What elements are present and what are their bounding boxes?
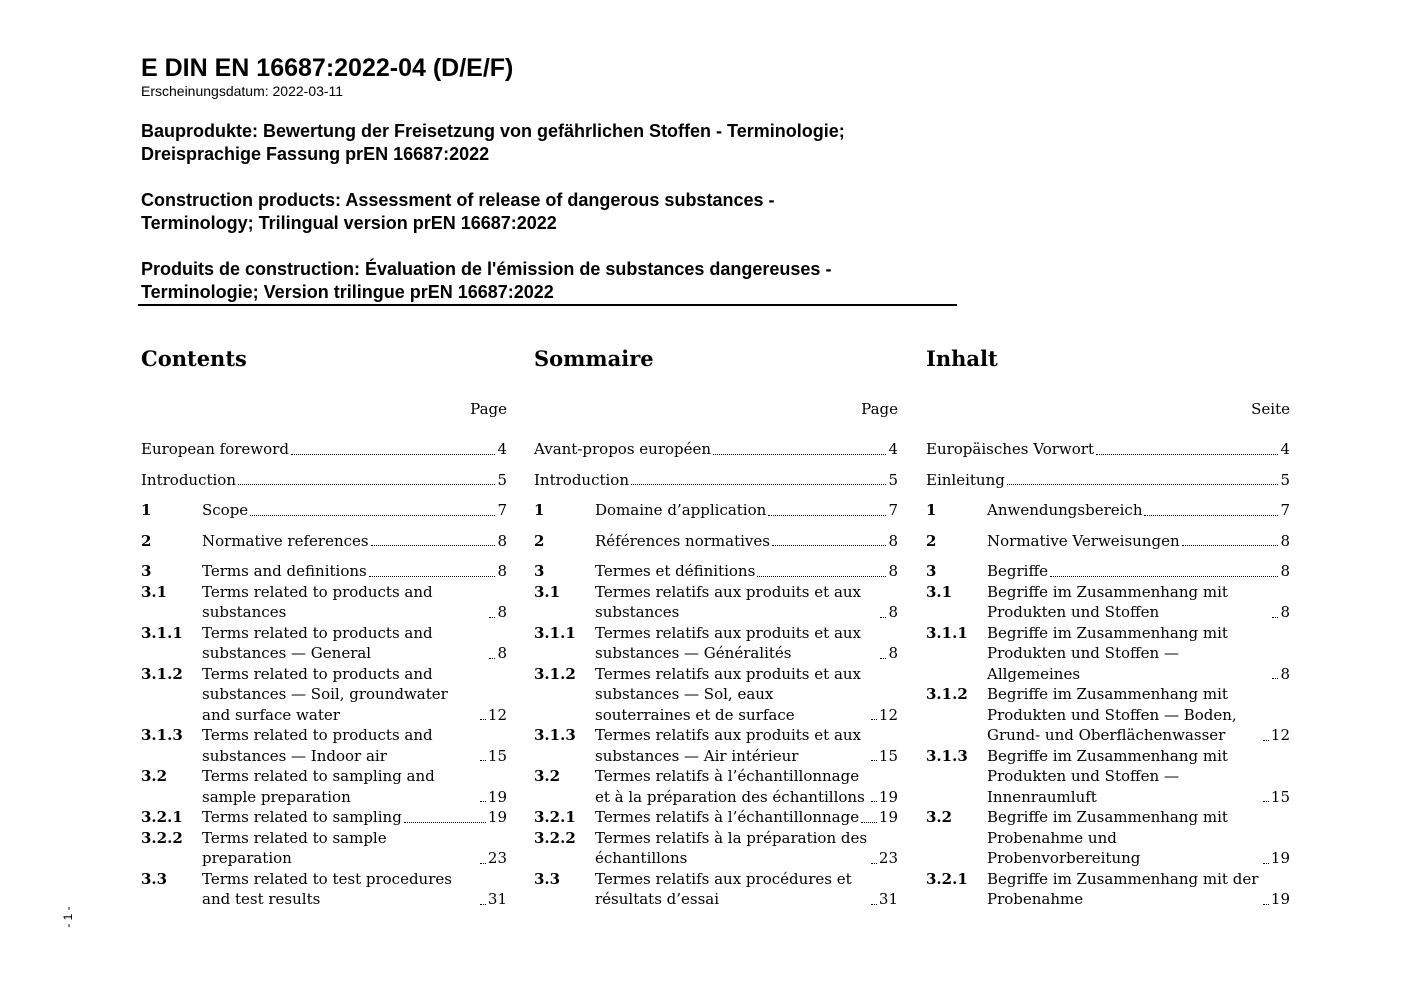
toc-entry-number: 3.2	[926, 808, 953, 826]
dot-leader	[1272, 678, 1278, 679]
toc-entry-number: 3.1.2	[141, 664, 183, 683]
dot-leader	[480, 801, 486, 802]
toc-entry-number: 3.2	[141, 767, 168, 785]
page-number: - 1 -	[61, 906, 75, 928]
toc-entry[interactable]	[926, 807, 1290, 869]
toc-entry-title: Termes relatifs aux produits et aux substances — Sol, eaux souterraines et de surface	[595, 664, 862, 724]
dot-leader	[880, 617, 886, 618]
toc-entry[interactable]	[141, 725, 507, 766]
toc-entry[interactable]	[534, 582, 898, 623]
header-divider	[138, 304, 957, 306]
dot-leader	[631, 484, 886, 485]
toc-entry-page: 4	[1280, 440, 1290, 458]
toc-entry-title: Termes relatifs à l’échantillonnage et à la préparation des échantillons	[595, 767, 865, 806]
toc-entry-number: 1	[926, 501, 937, 519]
toc-entry-page: 8	[497, 531, 507, 550]
toc-entry[interactable]	[534, 828, 898, 869]
toc-entry-title: Normative references	[202, 531, 369, 550]
dot-leader	[1263, 801, 1269, 802]
dot-leader	[1272, 617, 1278, 618]
dot-leader	[1182, 545, 1279, 546]
toc-entry[interactable]	[534, 664, 898, 726]
toc-entry-number: 2	[926, 531, 937, 550]
toc-entry-title: Terms related to sampling and sample preparation	[202, 767, 435, 806]
toc-entry-page: 7	[497, 501, 507, 519]
toc-entry-page: 8	[497, 562, 507, 580]
dot-leader	[250, 515, 495, 516]
toc-german	[926, 345, 1290, 910]
page-column-label: Page	[470, 400, 507, 418]
page-column-label: Page	[861, 400, 898, 418]
toc-entry-title: Termes et définitions	[595, 562, 756, 580]
title-english	[141, 189, 774, 235]
dot-leader	[480, 904, 486, 905]
toc-entry-number: 3.2.1	[141, 808, 183, 826]
toc-entry-title: Terms related to products and substances — Indoor air	[202, 726, 433, 765]
dot-leader	[404, 822, 486, 823]
toc-entries	[141, 439, 507, 910]
toc-entry-page: 31	[878, 890, 898, 908]
toc-entry-title: Begriffe im Zusammenhang mit Produkten und Stoffen — Innenraumluft	[987, 746, 1228, 806]
toc-entry-page: 8	[1280, 664, 1290, 683]
toc-entry-number: 3	[534, 562, 545, 580]
toc-entry[interactable]	[534, 531, 898, 552]
toc-entry-number: 2	[534, 531, 545, 550]
toc-entry-page: 15	[487, 746, 507, 765]
toc-entry-title: Références normatives	[595, 531, 770, 550]
toc-entry[interactable]	[534, 766, 898, 807]
toc-entry-title: Begriffe im Zusammenhang mit Probenahme und Probenvorbereitung	[987, 808, 1228, 867]
toc-entry-title: Introduction	[141, 470, 236, 489]
toc-entry-title: Termes relatifs à la préparation des échantillons	[595, 828, 868, 867]
toc-entry[interactable]	[534, 623, 898, 664]
toc-entry-title: Introduction	[534, 470, 629, 489]
title-french	[141, 258, 831, 304]
toc-entry-page: 8	[497, 644, 507, 662]
dot-leader	[369, 576, 496, 577]
dot-leader	[768, 515, 886, 516]
dot-leader	[871, 719, 877, 720]
toc-entry-page: 8	[888, 531, 898, 550]
toc-entry-page: 12	[487, 705, 507, 724]
toc-entry[interactable]	[141, 500, 507, 521]
toc-entry-page: 19	[487, 808, 507, 826]
dot-leader	[772, 545, 886, 546]
toc-entry-page: 31	[487, 890, 507, 908]
toc-entry-title: Normative Verweisungen	[987, 531, 1180, 550]
dot-leader	[291, 454, 496, 455]
toc-entry-number: 3.1	[141, 582, 168, 601]
toc-entry[interactable]	[141, 531, 507, 552]
dot-leader	[371, 545, 496, 546]
dot-leader	[238, 484, 495, 485]
toc-entry-number: 3	[141, 562, 152, 580]
toc-entry-title: Domaine d’application	[595, 501, 767, 519]
toc-entry-title: Avant-propos européen	[534, 440, 712, 458]
toc-entry-page: 8	[888, 644, 898, 662]
dot-leader	[1263, 904, 1269, 905]
toc-entry-page: 19	[878, 808, 898, 826]
dot-leader	[871, 904, 877, 905]
toc-entry-page: 7	[1280, 501, 1290, 519]
toc-entry-page: 19	[487, 787, 507, 806]
title-german	[141, 120, 845, 166]
toc-entry-number: 3.1.1	[534, 623, 576, 642]
toc-entry-page: 8	[1280, 531, 1290, 550]
toc-entry-page: 8	[888, 562, 898, 580]
toc-entry[interactable]	[141, 807, 507, 828]
toc-entry[interactable]	[534, 725, 898, 766]
toc-entry[interactable]	[926, 869, 1290, 910]
toc-entry[interactable]	[534, 500, 898, 521]
toc-entry-number: 3.1	[926, 582, 953, 601]
toc-entry-title: Termes relatifs aux produits et aux substances	[595, 582, 862, 621]
dot-leader	[489, 658, 495, 659]
toc-entry[interactable]	[926, 746, 1290, 808]
toc-entry-title: Terms related to products and substances	[202, 582, 433, 621]
page-column-label: Seite	[1251, 400, 1290, 418]
toc-entry-number: 3.1.1	[141, 623, 183, 642]
toc-entry-title: Terms and definitions	[202, 562, 367, 580]
toc-entry-title: Europäisches Vorwort	[926, 440, 1094, 458]
toc-entry[interactable]	[926, 623, 1290, 685]
dot-leader	[1096, 454, 1278, 455]
toc-entry-page: 8	[1280, 603, 1290, 621]
toc-entry-number: 3.1.1	[926, 623, 968, 642]
title-french-line-2: Terminologie; Version trilingue prEN 16687:2022	[141, 282, 554, 302]
dot-leader	[1007, 484, 1279, 485]
title-english-line-1: Construction products: Assessment of release of dangerous substances -	[141, 190, 775, 210]
toc-entry-title: Terms related to sampling	[202, 808, 402, 826]
dot-leader	[757, 576, 886, 577]
dot-leader	[861, 822, 877, 823]
title-french-line-1: Produits de construction: Évaluation de l'émission de substances dangereuses -	[141, 259, 832, 279]
toc-entry[interactable]	[926, 561, 1290, 582]
toc-entry-title: Begriffe im Zusammenhang mit der Probenahme	[987, 869, 1259, 908]
toc-entry-page: 7	[888, 501, 898, 519]
toc-entry-page: 8	[1280, 562, 1290, 580]
toc-entry-number: 3.1	[534, 582, 561, 601]
toc-entry-number: 3.1.2	[926, 685, 968, 703]
dot-leader	[1263, 863, 1269, 864]
dot-leader	[480, 719, 486, 720]
toc-entry[interactable]	[141, 664, 507, 726]
toc-entry-page: 19	[878, 787, 898, 806]
publication-date: Erscheinungsdatum: 2022-03-11	[141, 83, 344, 99]
toc-entry-page: 12	[878, 705, 898, 724]
toc-entry-number: 1	[534, 501, 545, 519]
document-id: E DIN EN 16687:2022-04 (D/E/F)	[141, 54, 514, 82]
toc-entry-page: 4	[497, 440, 507, 458]
title-german-line-1: Bauprodukte: Bewertung der Freisetzung von gefährlichen Stoffen - Terminologie;	[141, 121, 845, 141]
toc-entry[interactable]	[534, 807, 898, 828]
dot-leader	[713, 454, 886, 455]
toc-entry-number: 3.1.2	[534, 664, 576, 683]
toc-entry-title: Termes relatifs aux produits et aux substances — Généralités	[595, 623, 862, 662]
toc-entry-page: 5	[1280, 470, 1290, 489]
toc-entry-title: Termes relatifs aux procédures et résultats d’essai	[595, 869, 852, 908]
toc-entry[interactable]	[926, 470, 1290, 491]
toc-entry-title: Einleitung	[926, 470, 1005, 489]
toc-entry-title: Begriffe im Zusammenhang mit Produkten und Stoffen	[987, 582, 1228, 621]
toc-heading: Sommaire	[534, 346, 654, 371]
toc-entry[interactable]	[534, 439, 898, 460]
toc-entry-title: Termes relatifs aux produits et aux substances — Air intérieur	[595, 726, 862, 765]
toc-entry[interactable]	[534, 470, 898, 491]
toc-entry-title: Scope	[202, 501, 249, 519]
toc-entry[interactable]	[141, 582, 507, 623]
toc-entry[interactable]	[926, 439, 1290, 460]
dot-leader	[871, 801, 877, 802]
toc-entry-title: Termes relatifs à l’échantillonnage	[595, 808, 860, 826]
toc-entry-number: 3.3	[534, 869, 561, 888]
toc-entry-title: Terms related to products and substances — Soil, groundwater and surface water	[202, 664, 448, 724]
dot-leader	[480, 863, 486, 864]
toc-entry-title: Terms related to sample preparation	[202, 828, 387, 867]
toc-entry-page: 5	[497, 470, 507, 489]
toc-entry[interactable]	[926, 582, 1290, 623]
dot-leader	[480, 760, 486, 761]
toc-entry[interactable]	[141, 623, 507, 664]
toc-entry-title: Begriffe	[987, 562, 1049, 580]
toc-entry-page: 15	[1270, 787, 1290, 806]
toc-heading: Inhalt	[926, 346, 998, 371]
toc-entries	[534, 439, 898, 910]
toc-entry-title: Anwendungsbereich	[987, 501, 1143, 519]
dot-leader	[1263, 740, 1269, 741]
toc-entry-number: 3.1.3	[141, 726, 183, 744]
toc-entry[interactable]	[141, 470, 507, 491]
dot-leader	[871, 863, 877, 864]
toc-entry-title: European foreword	[141, 440, 289, 458]
toc-entry[interactable]	[534, 561, 898, 582]
toc-entry[interactable]	[141, 828, 507, 869]
toc-entries	[926, 439, 1290, 910]
toc-entry-page: 5	[888, 470, 898, 489]
title-english-line-2: Terminology; Trilingual version prEN 16687:2022	[141, 213, 557, 233]
toc-french	[534, 345, 898, 910]
dot-leader	[880, 658, 886, 659]
toc-entry-number: 3.2	[534, 767, 561, 785]
toc-entry-number: 1	[141, 501, 152, 519]
toc-entry-page: 23	[487, 849, 507, 867]
toc-entry[interactable]	[141, 869, 507, 910]
toc-entry-number: 3.2.2	[534, 828, 576, 847]
toc-entry-page: 8	[888, 603, 898, 621]
title-german-line-2: Dreisprachige Fassung prEN 16687:2022	[141, 144, 490, 164]
toc-entry[interactable]	[926, 531, 1290, 552]
toc-entry[interactable]	[926, 500, 1290, 521]
toc-entry-title: Begriffe im Zusammenhang mit Produkten und Stoffen — Boden, Grund- und Oberflächenwasser	[987, 685, 1237, 744]
toc-entry-number: 3	[926, 562, 937, 580]
toc-entry[interactable]	[141, 561, 507, 582]
toc-entry-page: 12	[1270, 726, 1290, 744]
toc-entry[interactable]	[926, 684, 1290, 746]
document-header	[141, 54, 971, 302]
toc-entry-page: 19	[1270, 890, 1290, 908]
dot-leader	[489, 617, 495, 618]
toc-entry-number: 3.2.2	[141, 828, 183, 847]
toc-entry[interactable]	[534, 869, 898, 910]
toc-entry-page: 8	[497, 603, 507, 621]
dot-leader	[1144, 515, 1278, 516]
toc-entry-number: 3.3	[141, 869, 168, 888]
toc-entry-page: 23	[878, 849, 898, 867]
toc-entry-title: Terms related to test procedures and test results	[202, 869, 452, 908]
toc-entry-page: 19	[1270, 849, 1290, 867]
toc-entry-number: 2	[141, 531, 152, 550]
toc-entry-page: 4	[888, 440, 898, 458]
toc-entry[interactable]	[141, 766, 507, 807]
toc-english	[141, 345, 507, 910]
toc-entry-number: 3.2.1	[534, 808, 576, 826]
toc-entry-title: Begriffe im Zusammenhang mit Produkten und Stoffen — Allgemeines	[987, 623, 1228, 683]
dot-leader	[1050, 576, 1278, 577]
toc-entry-number: 3.2.1	[926, 869, 968, 888]
toc-entry-title: Terms related to products and substances — General	[202, 623, 433, 662]
dot-leader	[871, 760, 877, 761]
toc-heading: Contents	[141, 346, 247, 371]
toc-entry[interactable]	[141, 439, 507, 460]
toc-entry-page: 15	[878, 746, 898, 765]
toc-entry-number: 3.1.3	[926, 746, 968, 765]
toc-entry-number: 3.1.3	[534, 726, 576, 744]
